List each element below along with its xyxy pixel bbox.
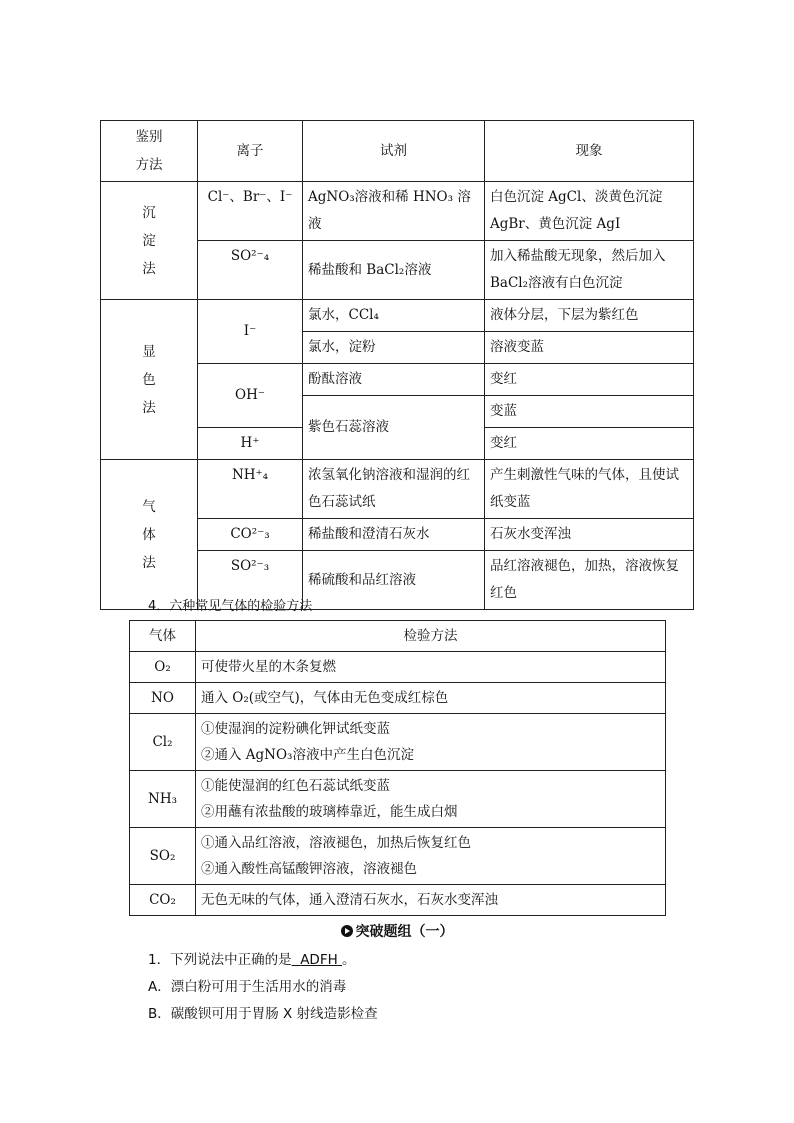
phenomenon-cell: 变蓝: [485, 396, 694, 428]
gas-cell: Cl₂: [130, 714, 196, 771]
header-ion: 离子: [198, 121, 303, 182]
method-line: ②通入酸性高锰酸钾溶液，溶液褪色: [201, 861, 417, 877]
gas-cell: NO: [130, 683, 196, 714]
method-line: ①使湿润的淀粉碘化钾试纸变蓝: [201, 721, 390, 737]
reagent-cell: 氯水，淀粉: [303, 332, 485, 364]
option-a: A．漂白粉可用于生活用水的消毒: [148, 979, 347, 995]
method-line: ①能使湿润的红色石蕊试纸变蓝: [201, 778, 390, 794]
option-b: B．碳酸钡可用于胃肠 X 射线造影检查: [148, 1006, 378, 1022]
header-phenomenon: 现象: [485, 121, 694, 182]
reagent-cell: 浓氢氧化钠溶液和湿润的红色石蕊试纸: [303, 460, 485, 519]
phenomenon-cell: 品红溶液褪色，加热，溶液恢复红色: [485, 551, 694, 610]
reagent-cell: 酚酞溶液: [303, 364, 485, 396]
phenomenon-cell: 变红: [485, 428, 694, 460]
method-gas: 气 体 法: [101, 460, 198, 610]
ion-cell: SO²⁻₄: [198, 241, 303, 300]
play-circle-icon: [341, 925, 353, 937]
method-line: ②通入 AgNO₃溶液中产生白色沉淀: [201, 747, 414, 763]
reagent-cell: 氯水，CCl₄: [303, 300, 485, 332]
ion-identification-table: [100, 120, 694, 610]
header-gas: 气体: [130, 621, 196, 652]
phenomenon-cell: 产生刺激性气味的气体，且使试纸变蓝: [485, 460, 694, 519]
method-cell: 可使带火星的木条复燃: [196, 652, 666, 683]
method-cell: 通入 O₂(或空气)，气体由无色变成红棕色: [196, 683, 666, 714]
ion-cell: H⁺: [198, 428, 303, 460]
phenomenon-cell: 加入稀盐酸无现象，然后加入 BaCl₂溶液有白色沉淀: [485, 241, 694, 300]
method-cell: 无色无味的气体，通入澄清石灰水，石灰水变浑浊: [196, 885, 666, 916]
method-color: 显 色 法: [101, 300, 198, 460]
phenomenon-cell: 液体分层，下层为紫红色: [485, 300, 694, 332]
answer-blank: ADFH: [300, 952, 338, 968]
header-method: 鉴别 方法: [101, 121, 198, 182]
gas-cell: CO₂: [130, 885, 196, 916]
phenomenon-cell: 变红: [485, 364, 694, 396]
ion-cell: Cl⁻、Br⁻、I⁻: [198, 182, 303, 241]
gas-cell: NH₃: [130, 771, 196, 828]
question-1: 1．下列说法中正确的是 ADFH 。: [148, 952, 356, 968]
method-cell: [196, 771, 666, 828]
ion-cell: NH⁺₄: [198, 460, 303, 519]
phenomenon-cell: 溶液变蓝: [485, 332, 694, 364]
gas-cell: SO₂: [130, 828, 196, 885]
reagent-cell: 稀盐酸和澄清石灰水: [303, 519, 485, 551]
reagent-cell: 紫色石蕊溶液: [303, 396, 485, 460]
method-cell: [196, 828, 666, 885]
reagent-cell: 稀盐酸和 BaCl₂溶液: [303, 241, 485, 300]
ion-cell: I⁻: [198, 300, 303, 364]
ion-cell: CO²⁻₃: [198, 519, 303, 551]
section-heading-gas-tests: 4．六种常见气体的检验方法: [148, 599, 313, 614]
header-reagent: 试剂: [303, 121, 485, 182]
ion-cell: OH⁻: [198, 364, 303, 428]
header-test-method: 检验方法: [196, 621, 666, 652]
method-line: ②用蘸有浓盐酸的玻璃棒靠近，能生成白烟: [201, 804, 458, 820]
gas-cell: O₂: [130, 652, 196, 683]
reagent-cell: 稀硫酸和品红溶液: [303, 551, 485, 610]
reagent-cell: AgNO₃溶液和稀 HNO₃ 溶液: [303, 182, 485, 241]
method-precipitation: 沉 淀 法: [101, 182, 198, 300]
ion-cell: SO²⁻₃: [198, 551, 303, 610]
phenomenon-cell: 石灰水变浑浊: [485, 519, 694, 551]
method-line: ①通入品红溶液，溶液褪色，加热后恢复红色: [201, 835, 471, 851]
practice-section-title: 突破题组（一）: [0, 921, 794, 941]
method-cell: [196, 714, 666, 771]
phenomenon-cell: 白色沉淀 AgCl、淡黄色沉淀 AgBr、黄色沉淀 AgI: [485, 182, 694, 241]
gas-test-table: [129, 620, 666, 916]
